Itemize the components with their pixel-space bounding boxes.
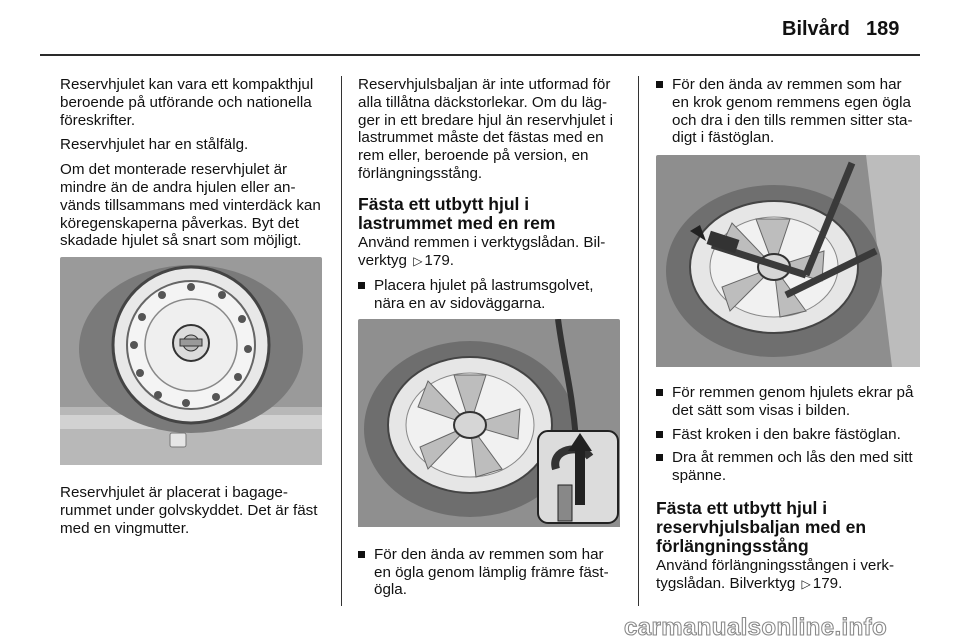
column-divider-2 [638, 76, 639, 606]
page-reference-arrow-icon: ▷ [801, 576, 811, 591]
page-reference[interactable]: 179. [424, 251, 454, 269]
page-reference-arrow-icon: ▷ [413, 253, 423, 268]
strap-through-spokes-illustration [656, 155, 920, 372]
paragraph [656, 557, 920, 594]
paragraph: Reservhjulsbaljan är inte utformad för alla tillåtna däckstorlekar. Om du lägger in ett bredare hjul än reservhjulet i lastrummet måste det fästas med en rem eller, beroende på version, en förlängningsstång. [358, 76, 613, 182]
column-2 [358, 76, 620, 605]
paragraph: Om det monterade reservhjulet är mindre än de andra hjulen eller används tillsammans med vinterdäck kan köregenskaperna påverkas. Byt det skadade hjulet så snart som möjligt. [60, 161, 321, 250]
page-header [0, 0, 960, 46]
column-divider-1 [341, 76, 342, 606]
bullet-icon [656, 389, 663, 396]
bullet-icon [656, 454, 663, 461]
bullet-icon [358, 551, 365, 558]
paragraph: Reservhjulet kan vara ett kompakthjul beroende på utförande och nationella föreskrifter. [60, 76, 314, 129]
column-1 [60, 76, 322, 544]
page-reference[interactable]: 179. [812, 574, 843, 592]
paragraph [358, 234, 620, 271]
list-item: För remmen genom hjulets ekrar på det sätt som visas i bilden. [656, 384, 920, 420]
spare-wheel-illustration [60, 257, 322, 470]
page-number: 189 [866, 18, 900, 40]
column-3 [656, 76, 920, 601]
list-item: Fäst kroken i den bakre fästöglan. [656, 426, 920, 444]
section-heading: Fästa ett utbytt hjul i lastrummet med en rem [358, 193, 556, 233]
reference-text: Använd remmen i verktygslådan. Bilverktyg [358, 233, 606, 269]
bullet-icon [656, 81, 663, 88]
reference-text: Använd förlängningsstången i verktygslådan. Bilverktyg [656, 556, 895, 592]
header-rule [40, 54, 920, 56]
figure-caption: Reservhjulet är placerat i bagagerummet under golvskyddet. Det är fäst med en vingmutter. [60, 483, 318, 537]
section-title: Bilvård [782, 18, 850, 40]
list-item: Placera hjulet på lastrumsgolvet, nära en av sidoväggarna. [358, 277, 620, 313]
bullet-icon [656, 431, 663, 438]
list-item: Dra åt remmen och lås den med sitt spänne. [656, 449, 920, 485]
wheel-in-load-compartment-illustration [358, 319, 620, 532]
paragraph: Reservhjulet har en stålfälg. [60, 136, 249, 154]
bullet-icon [358, 282, 365, 289]
section-heading: Fästa ett utbytt hjul i reservhjulsbaljan med en förlängningsstång [656, 497, 867, 556]
watermark: carmanualsonline.info [624, 614, 888, 641]
list-item: För den ända av remmen som har en ögla genom lämplig främre fästögla. [358, 546, 620, 599]
list-item: För den ända av remmen som har en krok genom remmens egen ögla och dra i den tills remmen sitter stadigt i fästöglan. [656, 76, 920, 147]
